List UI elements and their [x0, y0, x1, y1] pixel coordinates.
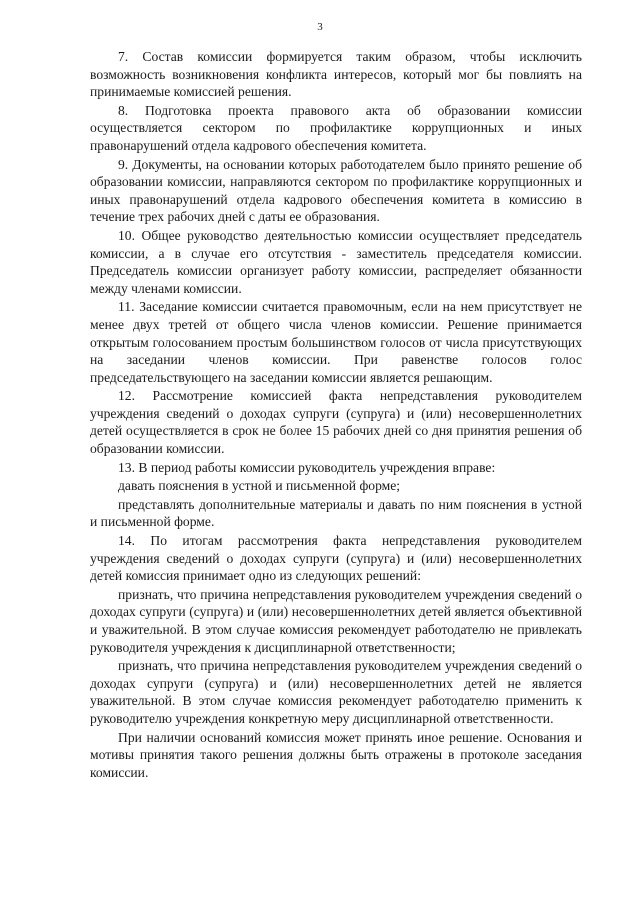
paragraph-13-head-rights: 13. В период работы комиссии руководитель учреждения вправе: — [118, 459, 496, 475]
paragraph-8-draft-act-preparation: 8. Подготовка проекта правового акта об образовании комиссии осуществляется сектором по профилактике коррупционных и иных правонарушений отдела кадрового обеспечения комитета. — [90, 102, 582, 153]
page-number: 3 — [317, 21, 323, 33]
paragraph-13-right-materials: представлять дополнительные материалы и давать по ним пояснения в устной и письменной форме. — [90, 496, 582, 530]
paragraph-other-decision: При наличии оснований комиссия может принять иное решение. Основания и мотивы принятия такого решения должны быть отражены в протоколе заседания комиссии. — [90, 729, 582, 780]
paragraph-9-documents-transfer: 9. Документы, на основании которых работодателем было принято решение об образовании комиссии, направляются сектором по профилактике коррупционных и иных правонарушений отдела кадрового обеспечения комитета в комиссию в течение трех рабочих дней с даты ее образования. — [90, 156, 582, 225]
document-body — [90, 48, 582, 782]
paragraph-10-general-management: 10. Общее руководство деятельностью комиссии осуществляет председатель комиссии, а в случае его отсутствия - заместитель председателя комиссии. Председатель комиссии организует работу комиссии, распределяет обязанности между членами комиссии. — [90, 227, 582, 296]
paragraph-11-meeting-quorum: 11. Заседание комиссии считается правомочным, если на нем присутствует не менее двух третей от общего числа членов комиссии. Решение принимается открытым голосованием простым большинством голосов от числа присутствующих на заседании членов комиссии. При равенстве голосов голос председательствующего на заседании комиссии является решающим. — [90, 299, 582, 385]
paragraph-7-commission-composition: 7. Состав комиссии формируется таким образом, чтобы исключить возможность возникновения конфликта интересов, который мог бы повлиять на принимаемые комиссией решения. — [90, 49, 582, 100]
paragraph-13-right-explanations: давать пояснения в устной и письменной форме; — [118, 478, 401, 494]
paragraph-14-decision-invalid-reason: признать, что причина непредставления руководителем учреждения сведений о доходах супруги (супруга) и (или) несовершеннолетних детей не является уважительной. В этом случае комиссия рекомендует работодателю применить к руководителю учреждения конкретную меру дисциплинарной ответственности. — [90, 658, 582, 726]
paragraph-12-review-period: 12. Рассмотрение комиссией факта непредставления руководителем учреждения сведений о доходах супруги (супруга) и (или) несовершеннолетних детей осуществляется в срок не более 15 рабочих дней со дня принятия решения об образовании комиссии. — [90, 388, 582, 457]
paragraph-14-decision-valid-reason: признать, что причина непредставления руководителем учреждения сведений о доходах супруги (супруга) и (или) несовершеннолетних детей является объективной и уважительной. В этом случае комиссия рекомендует работодателю не привлекать руководителя учреждения к дисциплинарной ответственности; — [90, 586, 582, 655]
paragraph-14-review-outcomes: 14. По итогам рассмотрения факта непредставления руководителем учреждения сведений о доходах супруги (супруга) и (или) несовершеннолетних детей комиссия принимает одно из следующих решений: — [90, 533, 582, 584]
